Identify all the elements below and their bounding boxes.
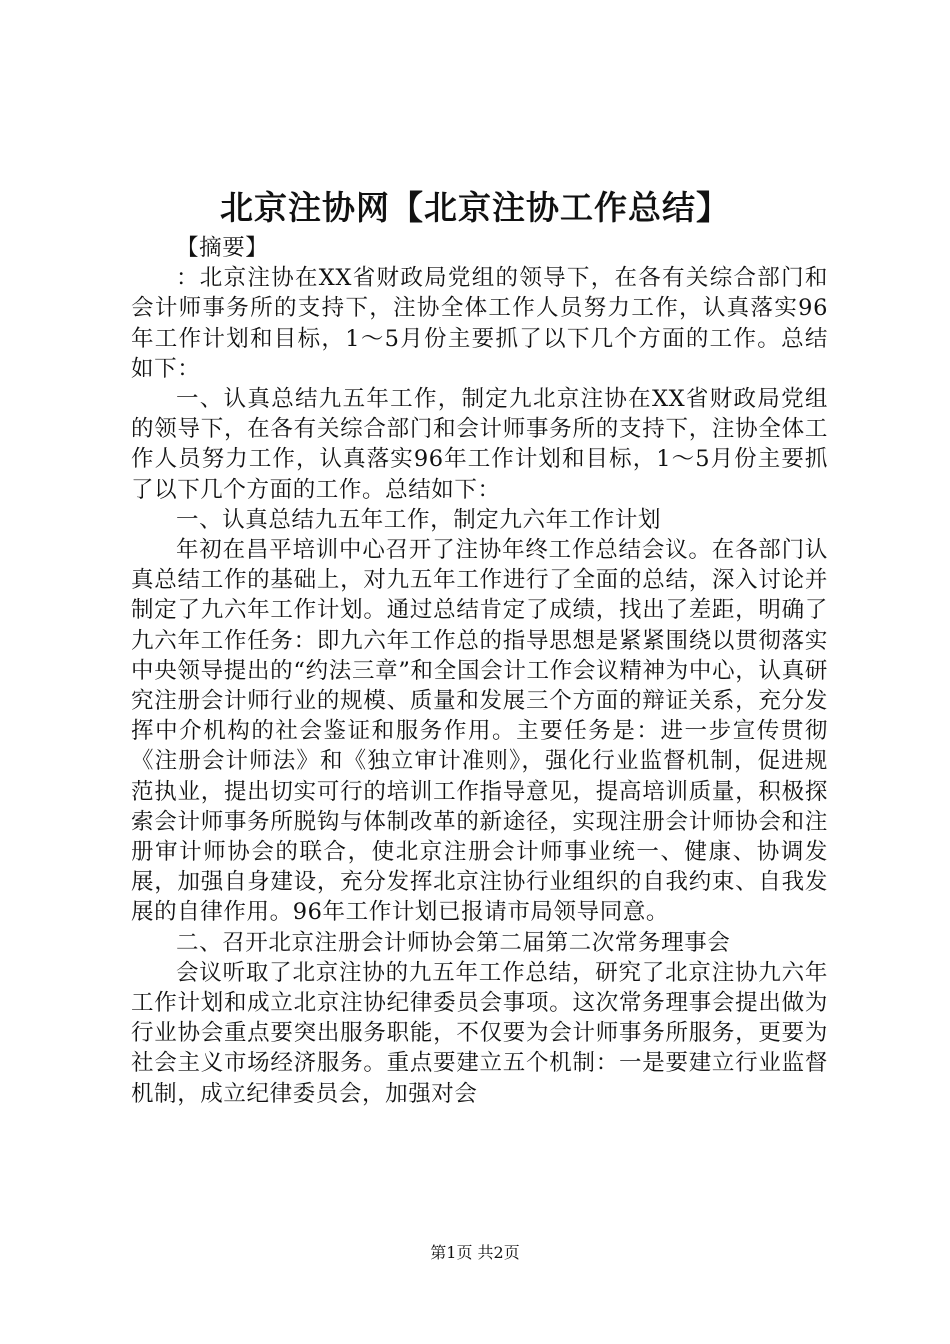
body-paragraph: ：北京注协在XX省财政局党组的领导下，在各有关综合部门和会计师事务所的支持下，注协全体工作人员努力工作，认真落实96年工作计划和目标，1～5月份主要抓了以下几个方面的工作。总结如下： — [131, 265, 828, 382]
section-heading: 二、召开北京注册会计师协会第二届第二次常务理事会 — [176, 929, 731, 956]
document-title: 北京注协网【北京注协工作总结】 — [220, 188, 730, 227]
section-heading: 一、认真总结九五年工作，制定九六年工作计划 — [176, 506, 662, 533]
body-paragraph: 年初在昌平培训中心召开了注协年终工作总结会议。在各部门认真总结工作的基础上，对九五年工作进行了全面的总结，深入讨论并制定了九六年工作计划。通过总结肯定了成绩，找出了差距，明确了九六年工作任务：即九六年工作总的指导思想是紧紧围绕以贯彻落实中央领导提出的“约法三章”和全国会计工作会议精神为中心，认真研究注册会计师行业的规模、质量和发展三个方面的辩证关系，充分发挥中介机构的社会鉴证和服务作用。主要任务是：进一步宣传贯彻《注册会计师法》和《独立审计准则》，强化行业监督机制，促进规范执业，提出切实可行的培训工作指导意见，提高培训质量，积极探索会计师事务所脱钩与体制改革的新途径，实现注册会计师协会和注册审计师协会的联合，使北京注册会计师事业统一、健康、协调发展，加强自身建设，充分发挥北京注协行业组织的自我约束、自我发展的自律作用。96年工作计划已报请市局领导同意。 — [131, 537, 828, 926]
body-paragraph: 一、认真总结九五年工作，制定九北京注协在XX省财政局党组的领导下，在各有关综合部门和会计师事务所的支持下，注协全体工作人员努力工作，认真落实96年工作计划和目标，1～5月份主要抓了以下几个方面的工作。总结如下： — [131, 386, 828, 503]
document-body — [131, 233, 828, 1109]
abstract-heading: 【摘要】 — [176, 235, 269, 261]
body-paragraph: 会议听取了北京注协的九五年工作总结，研究了北京注协九六年工作计划和成立北京注协纪律委员会事项。这次常务理事会提出做为行业协会重点要突出服务职能，不仅要为会计师事务所服务，更要为社会主义市场经济服务。重点要建立五个机制：一是要建立行业监督机制，成立纪律委员会，加强对会 — [131, 959, 828, 1107]
page-footer: 第1页 共2页 — [430, 1243, 520, 1262]
